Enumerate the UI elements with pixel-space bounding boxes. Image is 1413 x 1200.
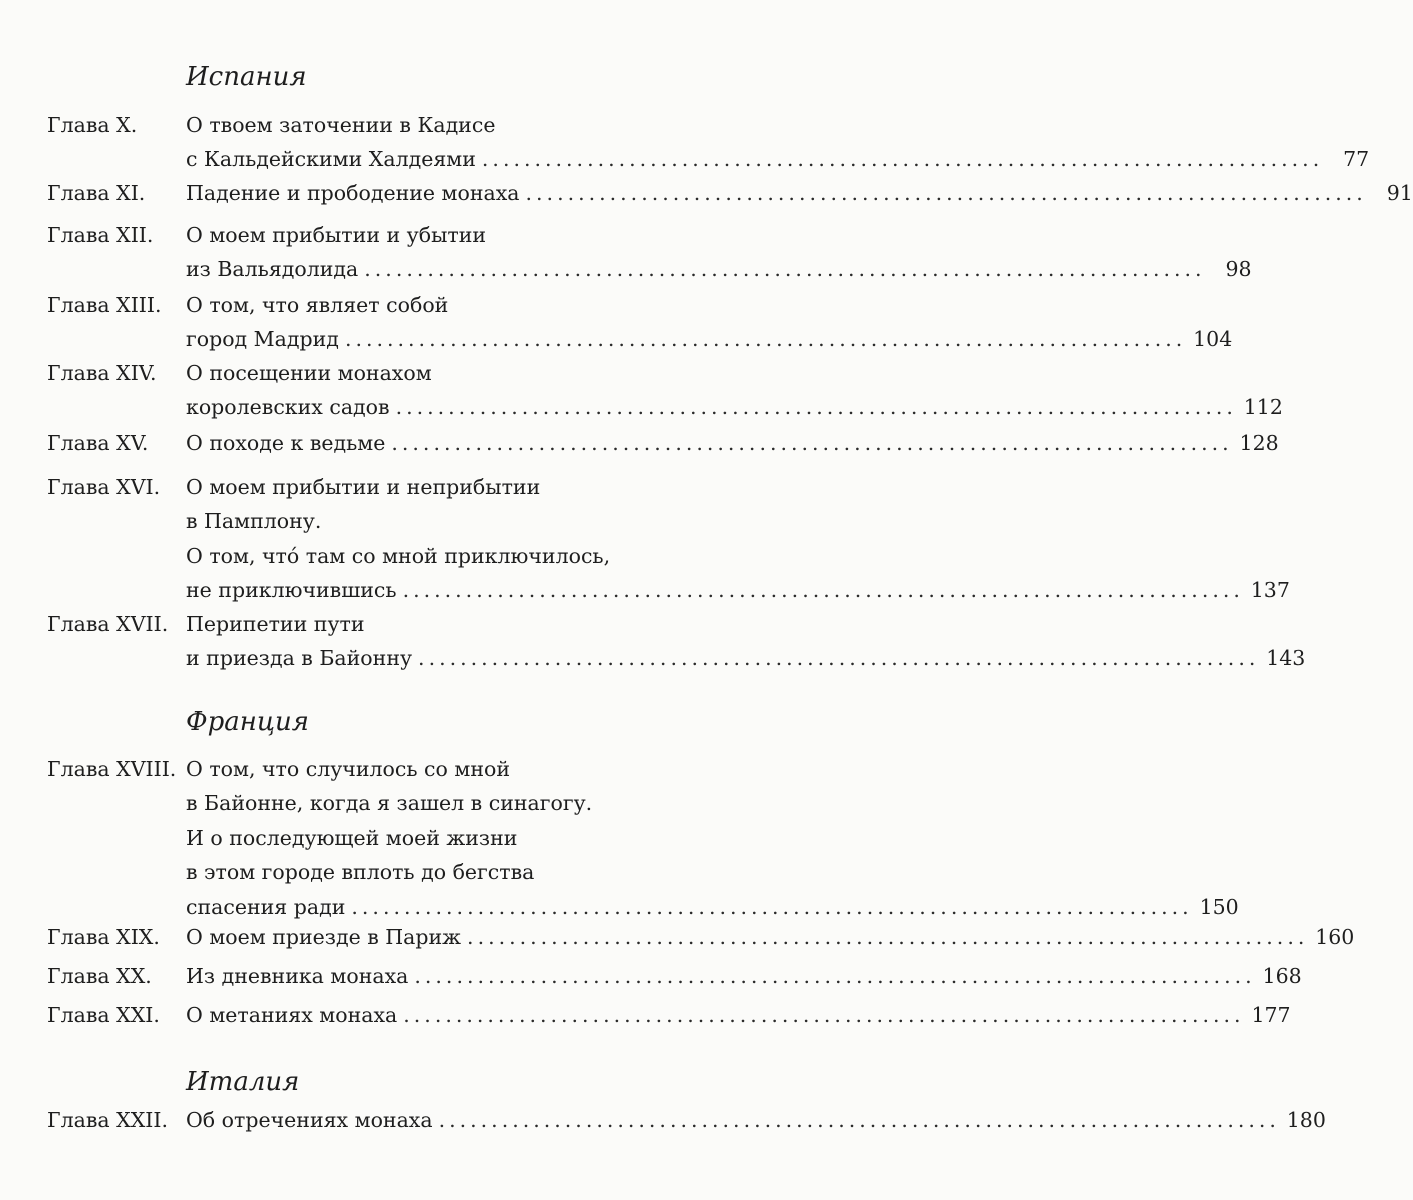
chapter-title-line: Об отречениях монаха [186,1108,433,1132]
chapter-title-block [186,752,1239,924]
chapter-title-line: в Памплону. [186,509,322,534]
chapter-title-line: О метаниях монаха [186,1003,398,1027]
chapter-title-block [186,218,1252,287]
chapter-label: Глава XIX. [47,925,160,949]
chapter-title-block [186,607,1306,676]
dot-leader: ................................................................................ [395,395,1237,420]
dot-leader: ................................................................................ [403,1003,1245,1027]
dot-leader: ................................................................................ [402,578,1244,603]
chapter-label: Глава XIV. [47,361,157,385]
dot-leader: ................................................................................ [467,925,1309,949]
chapter-title-block [186,426,1279,460]
chapter-title-block [186,176,1413,210]
page-number: 177 [1251,1003,1291,1027]
chapter-title-line: Перипетии пути [186,612,365,636]
chapter-title-line: в этом городе вплоть до бегства [186,860,535,885]
chapter-title-line: Падение и прободение монаха [186,181,520,205]
chapter-title-line: О том, что случилось со мной [186,757,510,781]
chapter-title-block [186,959,1302,993]
chapter-title-line: в Байонне, когда я зашел в синагогу. [186,791,593,816]
section-title-italy: Италия [186,1067,300,1097]
chapter-label: Глава XXI. [47,1003,160,1027]
chapter-label: Глава XIII. [47,293,162,317]
chapter-title-line: О твоем заточении в Кадисе [186,113,496,137]
page-number: 112 [1243,395,1283,420]
chapter-title-line: О моем приезде в Париж [186,925,462,949]
chapter-title-line: О моем прибытии и неприбытии [186,475,541,499]
chapter-title-line: и приезда в Байонну [186,646,413,671]
page-number: 143 [1266,646,1306,671]
chapter-title-block [186,998,1291,1032]
chapter-title-line: О походе к ведьме [186,431,386,455]
chapter-title-block [186,288,1233,357]
chapter-title-line: И о последующей моей жизни [186,825,518,850]
dot-leader: ................................................................................ [391,431,1233,455]
chapter-title-line: город Мадрид [186,327,339,352]
page-number: 128 [1239,431,1279,455]
chapter-label: Глава XXII. [47,1108,168,1132]
chapter-title-block [186,356,1283,425]
dot-leader: ................................................................................ [525,181,1367,205]
chapter-title-line: спасения ради [186,894,346,919]
dot-leader: ................................................................................ [364,257,1206,282]
chapter-title-line: из Вальядолида [186,257,359,282]
page-number: 160 [1315,925,1355,949]
page-number: 137 [1250,578,1290,603]
dot-leader: ................................................................................ [481,147,1324,172]
dot-leader: ................................................................................ [344,327,1187,352]
page-number: 168 [1262,964,1302,988]
chapter-title-line: не приключившись [186,578,397,603]
dot-leader: ................................................................................ [414,964,1256,988]
page-number: 91 [1386,181,1413,205]
chapter-title-line: Из дневника монаха [186,964,409,988]
page-number: 77 [1343,147,1370,172]
chapter-label: Глава XVIII. [47,757,177,781]
chapter-title-block [186,108,1370,177]
chapter-title-line: с Кальдейскими Халдеями [186,147,476,172]
page-number: 104 [1193,327,1233,352]
chapter-title-line: О посещении монахом [186,361,432,385]
chapter-title-line: О том, что являет собой [186,293,449,317]
section-title-spain: Испания [186,62,307,92]
page-number: 180 [1286,1108,1326,1132]
chapter-label: Глава X. [47,113,138,137]
page-number: 150 [1199,894,1239,919]
chapter-title-block [186,470,1290,608]
chapter-label: Глава XII. [47,223,154,247]
chapter-label: Глава XVII. [47,612,169,636]
dot-leader: ................................................................................ [438,1108,1280,1132]
chapter-title-line: О том, что́ там со мной приключилось, [186,543,611,568]
chapter-label: Глава XV. [47,431,149,455]
chapter-label: Глава XVI. [47,475,161,499]
chapter-label: Глава XX. [47,964,152,988]
chapter-label: Глава XI. [47,181,146,205]
dot-leader: ................................................................................ [418,646,1260,671]
chapter-title-line: О моем прибытии и убытии [186,223,487,247]
page-number: 98 [1225,257,1252,282]
chapter-title-block [186,920,1355,954]
chapter-title-block [186,1103,1326,1137]
dot-leader: ................................................................................ [351,894,1193,919]
chapter-title-line: королевских садов [186,395,390,420]
section-title-france: Франция [186,707,309,737]
